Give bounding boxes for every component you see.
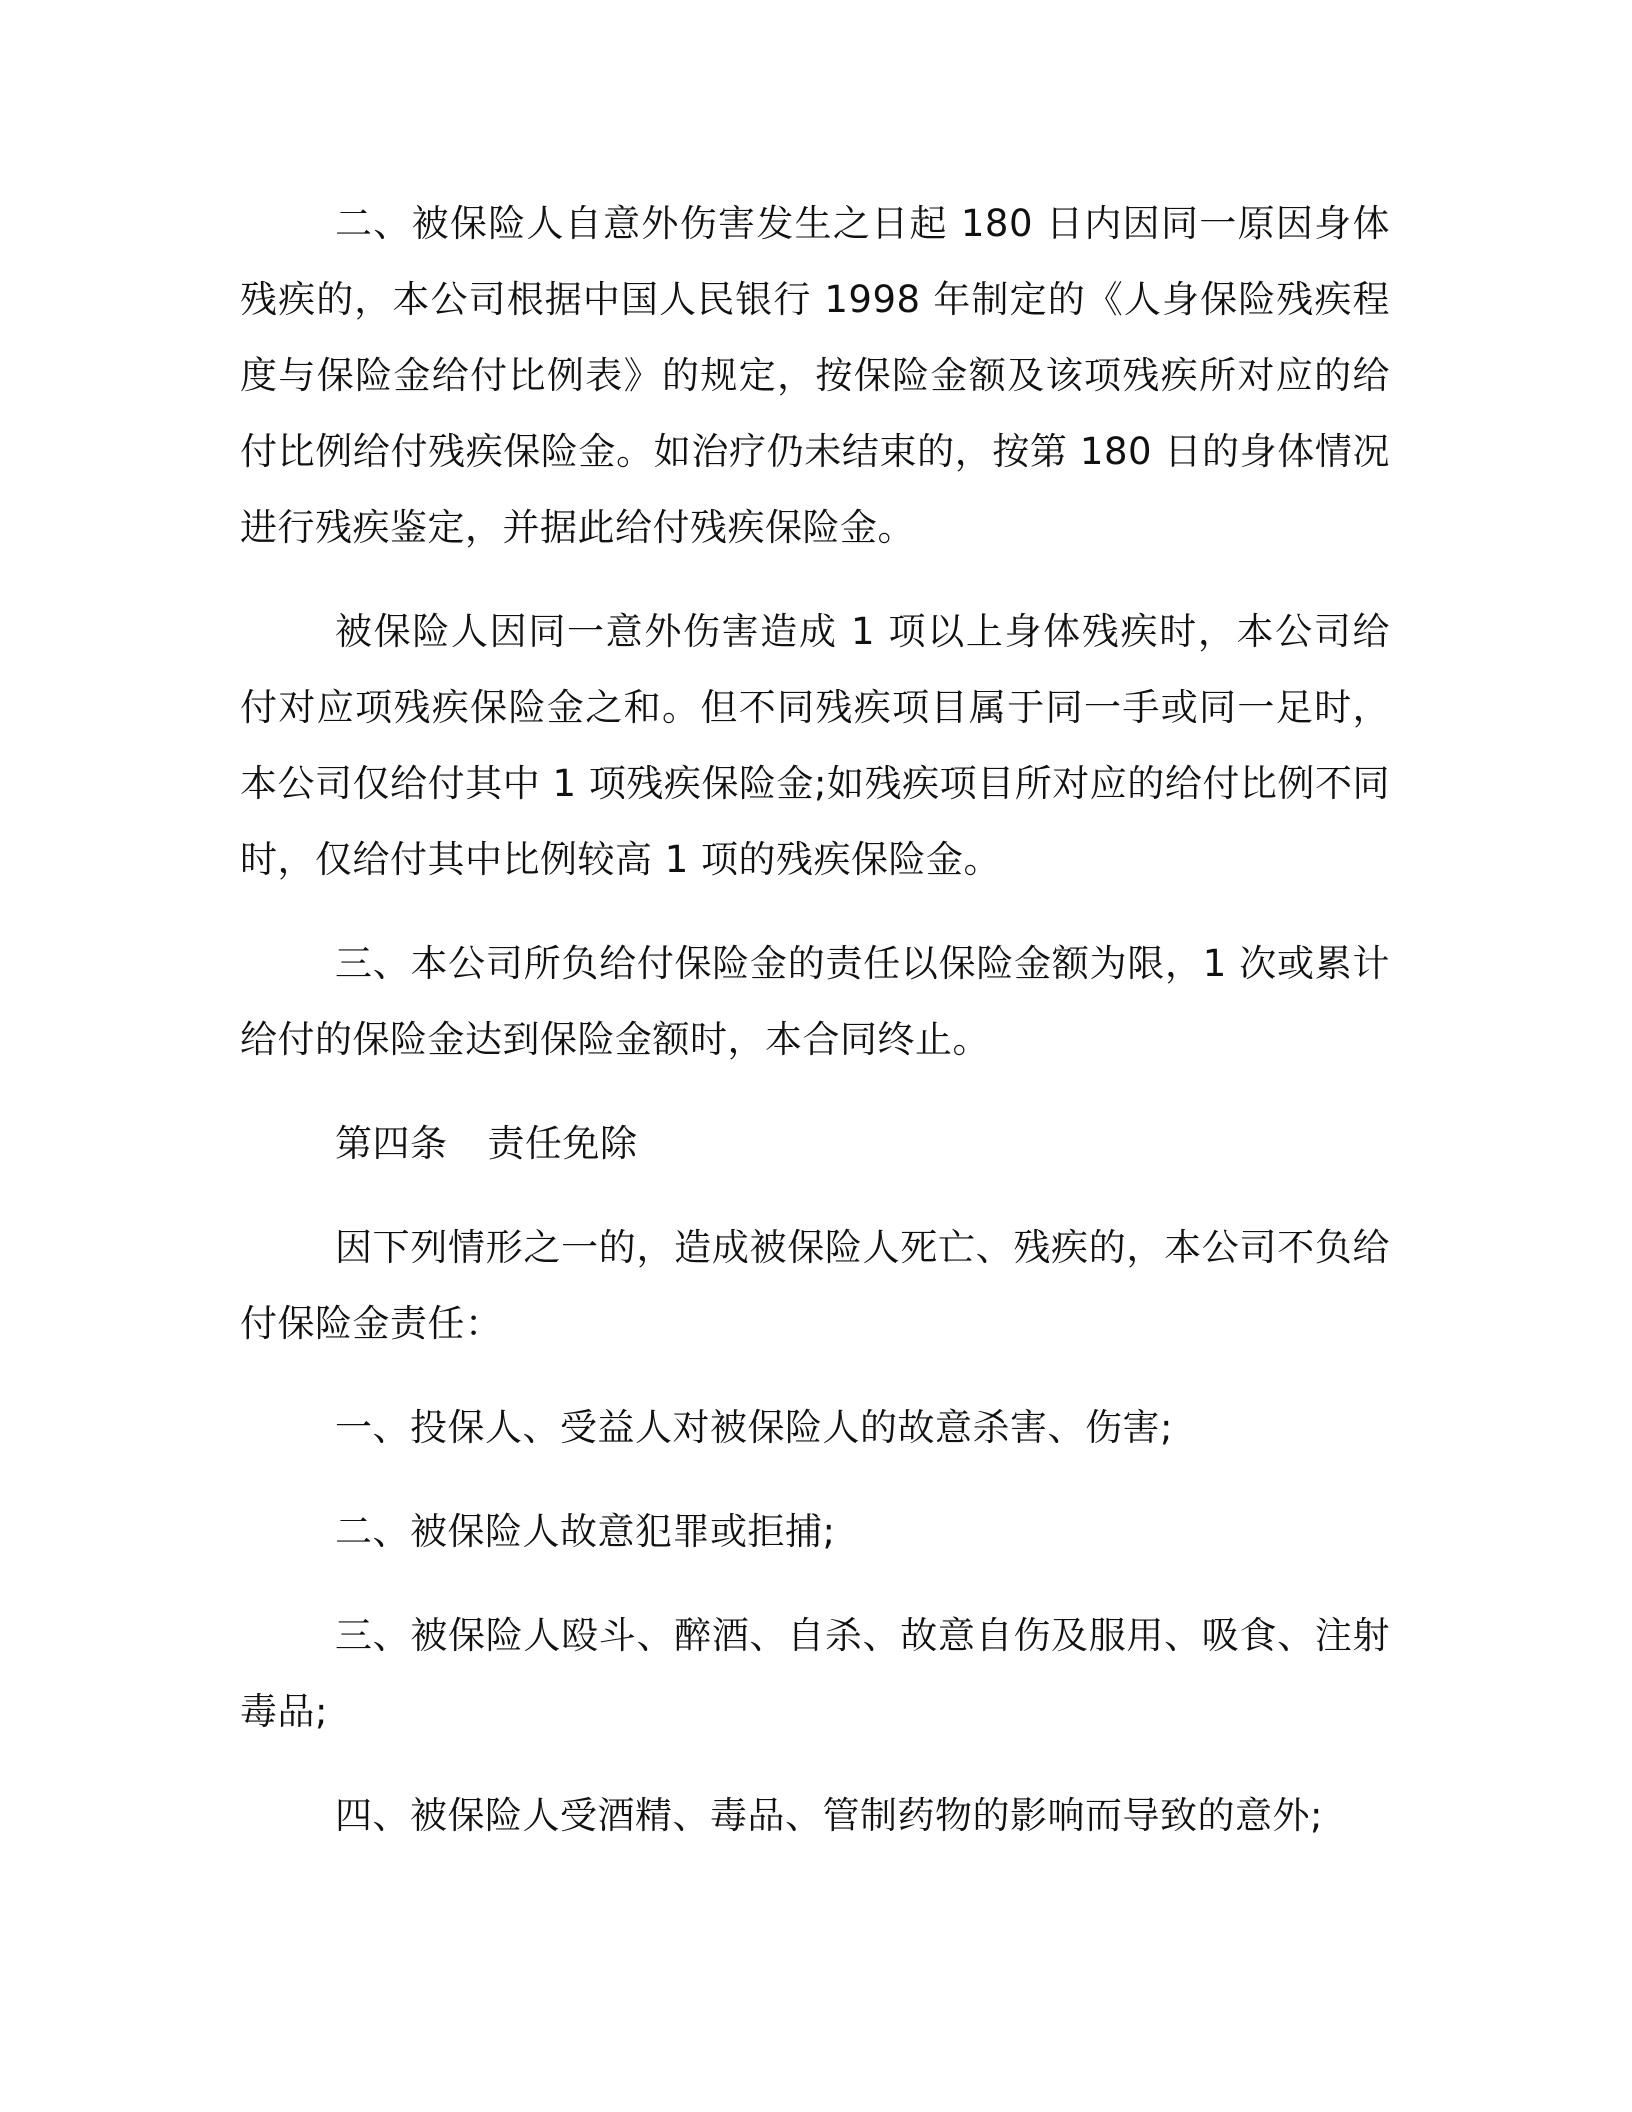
- exclusion-intro: 因下列情形之一的，造成被保险人死亡、残疾的，本公司不负给付保险金责任：: [240, 1226, 1390, 1345]
- article-heading: [240, 1106, 1390, 1182]
- article-title: 责任免除: [487, 1122, 638, 1165]
- paragraph-benefit-limit: 三、本公司所负给付保险金的责任以保险金额为限，1 次或累计给付的保险金达到保险金额时，本合同终止。: [240, 942, 1390, 1061]
- exclusion-item: 一、投保人、受益人对被保险人的故意杀害、伤害;: [335, 1406, 1173, 1449]
- paragraph-disability-benefit: 二、被保险人自意外伤害发生之日起 180 日内因同一原因身体残疾的，本公司根据中国人民银行 1998 年制定的《人身保险残疾程度与保险金给付比例表》的规定，按保险金额及该项残疾所对应的给付比例给付残疾保险金。如治疗仍未结束的，按第 180 日的身体情况进行残疾鉴定，并据此给付残疾保险金。: [240, 202, 1390, 549]
- paragraph-multiple-disabilities: 被保险人因同一意外伤害造成 1 项以上身体残疾时，本公司给付对应项残疾保险金之和。但不同残疾项目属于同一手或同一足时，本公司仅给付其中 1 项残疾保险金;如残疾项目所对应的给付比例不同时，仅给付其中比例较高 1 项的残疾保险金。: [240, 610, 1390, 881]
- document-page: [240, 186, 1390, 1854]
- exclusion-item: 三、被保险人殴斗、醉酒、自杀、故意自伤及服用、吸食、注射毒品;: [240, 1614, 1390, 1733]
- exclusion-item: 二、被保险人故意犯罪或拒捕;: [335, 1510, 836, 1553]
- article-number: 第四条: [335, 1122, 448, 1165]
- exclusion-item: 四、被保险人受酒精、毒品、管制药物的影响而导致的意外;: [335, 1794, 1323, 1837]
